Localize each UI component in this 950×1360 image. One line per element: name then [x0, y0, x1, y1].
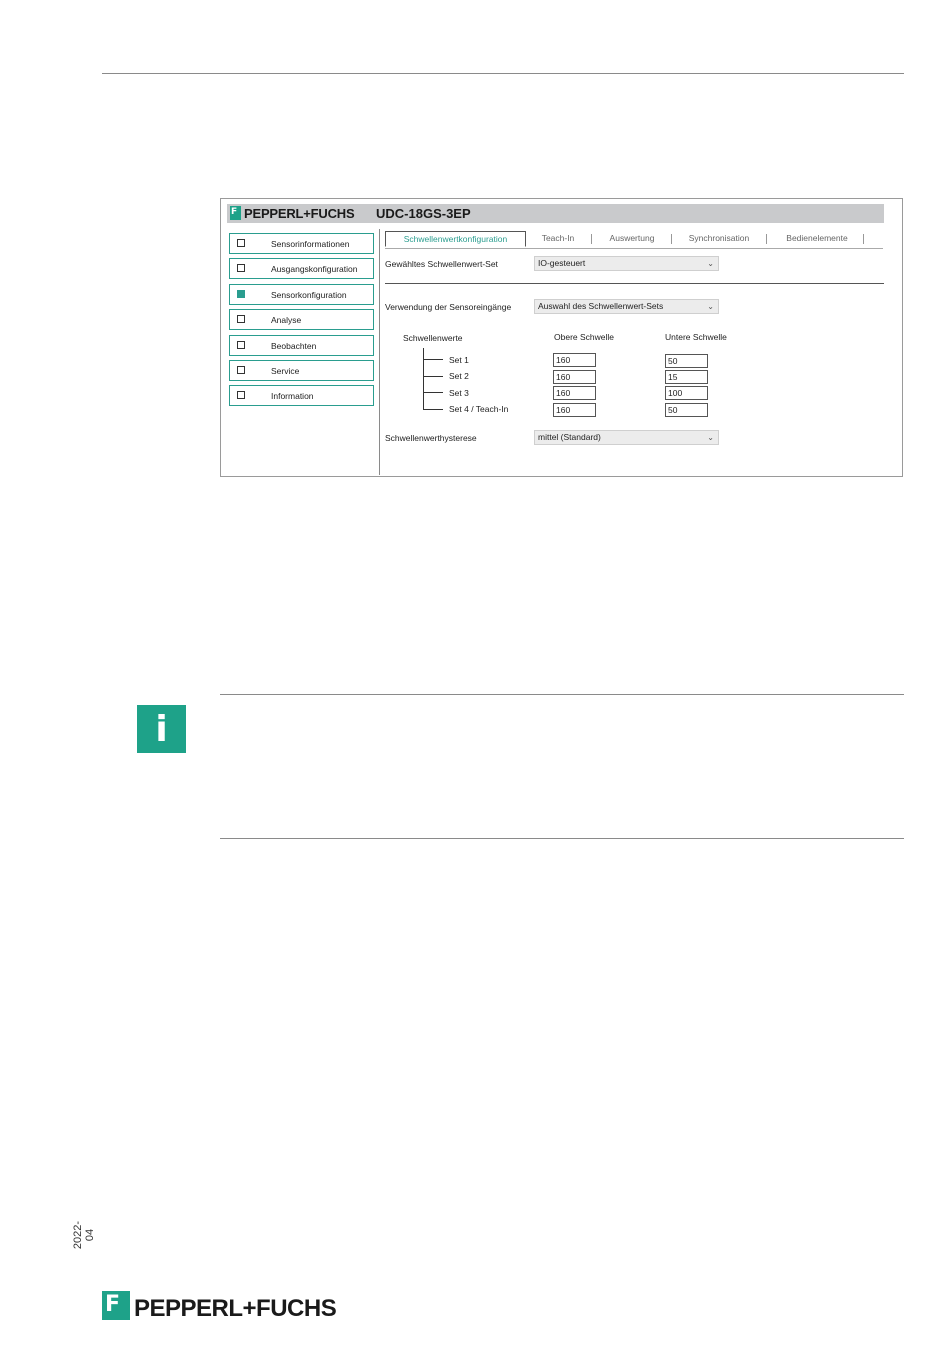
set-label: Set 1: [449, 355, 469, 365]
device-name: UDC-18GS-3EP: [376, 206, 471, 221]
set-label: Set 4 / Teach-In: [449, 404, 509, 414]
sidebar-item-information[interactable]: Information: [229, 385, 374, 406]
upper-threshold-input[interactable]: 160: [553, 386, 596, 400]
checkbox-icon: [237, 264, 245, 272]
checkbox-icon: [237, 341, 245, 349]
sidebar-divider: [379, 229, 380, 475]
brand-name: PEPPERL+FUCHS: [134, 1295, 337, 1322]
tab-separator: [591, 234, 592, 244]
tab-teach-in[interactable]: Teach-In: [541, 233, 575, 243]
chevron-down-icon: ⌄: [707, 433, 714, 442]
info-icon: i: [137, 705, 186, 753]
lower-threshold-input[interactable]: 50: [665, 354, 708, 368]
lower-threshold-input[interactable]: 15: [665, 370, 708, 384]
checkbox-icon: [237, 315, 245, 323]
note-bottom-rule: [220, 838, 904, 839]
tab-bedienelemente[interactable]: Bedienelemente: [786, 233, 848, 243]
tree-branch: [423, 359, 443, 360]
tab-bar: [385, 231, 883, 249]
brand-logo-icon: F: [230, 206, 241, 220]
hysteresis-select[interactable]: mittel (Standard) ⌄: [534, 430, 719, 445]
chevron-down-icon: ⌄: [707, 302, 714, 311]
set-label: Set 2: [449, 371, 469, 381]
note-top-rule: [220, 694, 904, 695]
thresholds-title: Schwellenwerte: [403, 333, 463, 343]
tab-separator: [863, 234, 864, 244]
sidebar-item-service[interactable]: Service: [229, 360, 374, 381]
tab-separator: [671, 234, 672, 244]
checkbox-checked-icon: [237, 290, 245, 298]
tab-schwellenwertkonfiguration[interactable]: Schwellenwertkonfiguration: [385, 231, 526, 247]
chevron-down-icon: ⌄: [707, 259, 714, 268]
selected-set-label: Gewähltes Schwellenwert-Set: [385, 259, 498, 269]
sidebar-item-sensorinformationen[interactable]: Sensorinformationen: [229, 233, 374, 254]
tree-branch: [423, 376, 443, 377]
upper-threshold-header: Obere Schwelle: [554, 332, 615, 342]
checkbox-icon: [237, 366, 245, 374]
upper-threshold-input[interactable]: 160: [553, 403, 596, 417]
lower-threshold-input[interactable]: 50: [665, 403, 708, 417]
date-code: 2022-04: [72, 1220, 96, 1250]
sidebar-item-beobachten[interactable]: Beobachten: [229, 335, 374, 356]
hysteresis-label: Schwellenwerthysterese: [385, 433, 477, 443]
sidebar-item-ausgangskonfiguration[interactable]: Ausgangskonfiguration: [229, 258, 374, 279]
checkbox-icon: [237, 391, 245, 399]
lower-threshold-header: Untere Schwelle: [665, 332, 727, 342]
sidebar: [229, 233, 374, 411]
sensor-inputs-label: Verwendung der Sensoreingänge: [385, 302, 512, 312]
upper-threshold-input[interactable]: 160: [553, 353, 596, 367]
sidebar-item-analyse[interactable]: Analyse: [229, 309, 374, 330]
brand-logo-icon: F: [102, 1291, 130, 1320]
tree-branch: [423, 409, 443, 410]
upper-threshold-input[interactable]: 160: [553, 370, 596, 384]
sidebar-item-sensorkonfiguration[interactable]: Sensorkonfiguration: [229, 284, 374, 305]
titlebar-brand: PEPPERL+FUCHS: [244, 206, 355, 221]
tab-auswertung[interactable]: Auswertung: [609, 233, 655, 243]
tree-line: [423, 348, 424, 409]
sensor-inputs-select[interactable]: Auswahl des Schwellenwert-Sets ⌄: [534, 299, 719, 314]
app-titlebar: [227, 204, 884, 223]
software-screenshot: [220, 198, 903, 477]
tab-synchronisation[interactable]: Synchronisation: [688, 233, 750, 243]
tree-branch: [423, 392, 443, 393]
section-divider: [385, 283, 884, 284]
lower-threshold-input[interactable]: 100: [665, 386, 708, 400]
checkbox-icon: [237, 239, 245, 247]
tab-separator: [766, 234, 767, 244]
selected-set-select[interactable]: IO-gesteuert ⌄: [534, 256, 719, 271]
header-rule: [102, 73, 904, 74]
set-label: Set 3: [449, 388, 469, 398]
